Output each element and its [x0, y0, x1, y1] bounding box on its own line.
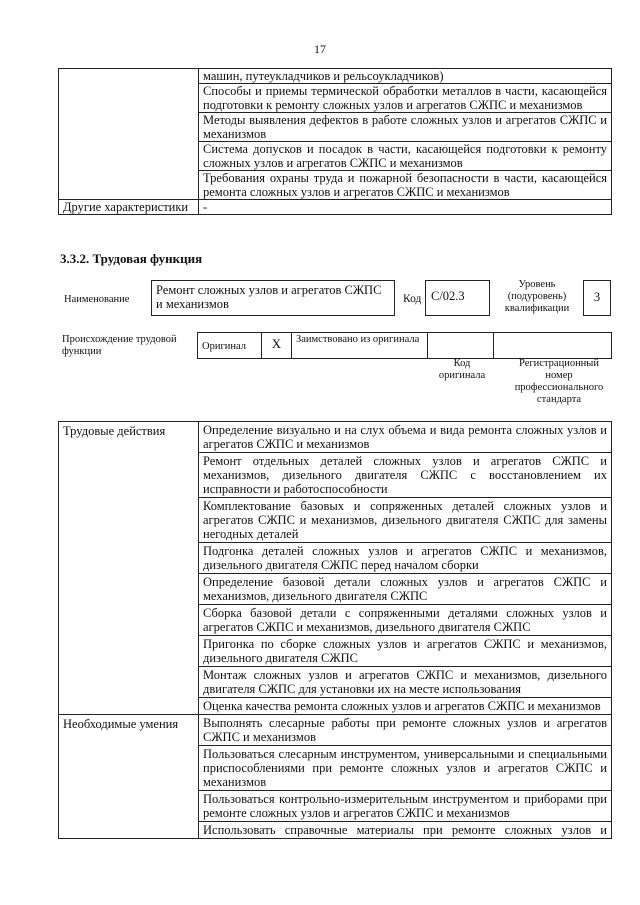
labor-action-item: Ремонт отдельных деталей сложных узлов и агрегатов СЖПС и механизмов, дизельного двигателя СЖПС с восстановлением их исправности и работоспособности	[199, 453, 612, 498]
labor-action-item: Комплектование базовых и сопряженных деталей сложных узлов и агрегатов СЖПС и механизмов, дизельного двигателя СЖПС для замены негодных деталей	[199, 498, 612, 543]
knowledge-item: Система допусков и посадок в части, касающейся подготовки к ремонту сложных узлов и агрегатов СЖПС и механизмов	[199, 142, 612, 171]
skills-label: Необходимые умения	[59, 715, 199, 839]
labor-action-item: Определение визуально и на слух объема и вида ремонта сложных узлов и агрегатов СЖПС и механизмов	[199, 422, 612, 453]
other-characteristics-label: Другие характеристики	[59, 200, 199, 215]
code-label: Код	[403, 293, 422, 305]
origin-label: Происхождение трудовой функции	[62, 334, 177, 357]
skill-item: Использовать справочные материалы при ремонте сложных узлов и	[199, 822, 612, 839]
reg-number-caption: Регистрационный номер профессионального стандарта	[514, 358, 604, 405]
code-original-cell	[428, 333, 494, 359]
skill-item: Выполнять слесарные работы при ремонте сложных узлов и агрегатов СЖПС и механизмов	[199, 715, 612, 746]
original-mark: X	[262, 333, 292, 359]
section-title: 3.3.2. Трудовая функция	[60, 251, 203, 266]
page-number: 17	[314, 42, 326, 56]
level-box: 3	[583, 280, 611, 316]
skill-item: Пользоваться контрольно-измерительным инструментом и приборами при ремонте сложных узлов и агрегатов СЖПС и механизмов	[199, 791, 612, 822]
knowledge-item: Требования охраны труда и пожарной безопасности в части, касающейся ремонта сложных узлов и агрегатов СЖПС и механизмов	[199, 171, 612, 200]
knowledge-table-continuation	[58, 68, 612, 215]
original-label: Оригинал	[198, 333, 262, 359]
reg-number-cell	[494, 333, 612, 359]
level-label: Уровень (подуровень) квалификации	[504, 279, 570, 314]
labor-action-item: Определение базовой детали сложных узлов и агрегатов СЖПС и механизмов, дизельного двигателя СЖПС	[199, 574, 612, 605]
other-characteristics-value: -	[199, 200, 612, 215]
borrowed-label: Заимствовано из оригинала	[292, 333, 428, 359]
skill-item: Пользоваться слесарным инструментом, универсальными и специальными приспособлениями при ремонте сложных узлов и агрегатов СЖПС и механизмов	[199, 746, 612, 791]
labor-action-item: Оценка качества ремонта сложных узлов и агрегатов СЖПС и механизмов	[199, 698, 612, 715]
labor-actions-label: Трудовые действия	[59, 422, 199, 715]
labor-action-item: Подгонка деталей сложных узлов и агрегатов СЖПС и механизмов, дизельного двигателя СЖПС перед началом сборки	[199, 543, 612, 574]
function-code-box: С/02.3	[425, 280, 490, 316]
labor-action-item: Пригонка по сборке сложных узлов и агрегатов СЖПС и механизмов, дизельного двигателя СЖПС	[199, 636, 612, 667]
function-details-table	[58, 421, 612, 839]
labor-action-item: Сборка базовой детали с сопряженными деталями сложных узлов и агрегатов СЖПС и механизмов, дизельного двигателя СЖПС	[199, 605, 612, 636]
origin-table	[197, 332, 612, 359]
knowledge-item: машин, путеукладчиков и рельсоукладчиков)	[199, 69, 612, 84]
labor-action-item: Монтаж сложных узлов и агрегатов СЖПС и механизмов, дизельного двигателя СЖПС для установки их на месте использования	[199, 667, 612, 698]
function-name-box: Ремонт сложных узлов и агрегатов СЖПС и механизмов	[151, 280, 395, 316]
knowledge-item: Методы выявления дефектов в работе сложных узлов и агрегатов СЖПС и механизмов	[199, 113, 612, 142]
knowledge-item: Способы и приемы термической обработки металлов в части, касающейся подготовки к ремонту сложных узлов и агрегатов СЖПС и механизмов	[199, 84, 612, 113]
code-original-caption: Код оригинала	[438, 358, 486, 381]
name-label: Наименование	[64, 294, 130, 305]
empty-label-cell	[59, 69, 199, 200]
